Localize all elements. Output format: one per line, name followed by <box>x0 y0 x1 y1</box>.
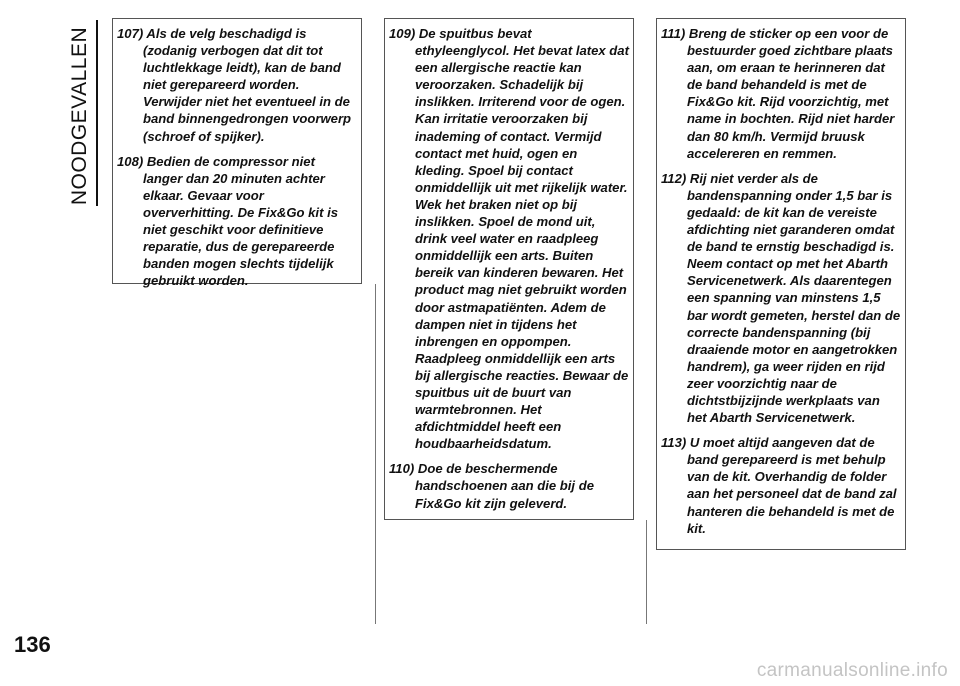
warning-box-3 <box>656 18 906 550</box>
note-107: 107) Als de velg beschadigd is (zodanig verbogen dat dit tot luchtlekkage leidt), kan de band niet gerepareerd worden. Verwijder niet het eventueel in de band binnengedrongen voorwerp (schroef of spijker). <box>117 26 352 144</box>
section-tab <box>62 28 98 204</box>
warning-box-2 <box>384 18 634 520</box>
note-109: 109) De spuitbus bevat ethyleenglycol. Het bevat latex dat een allergische reactie kan veroorzaken. Schadelijk bij inslikken. Irriterend voor de ogen. Kan irritatie veroorzaken bij inademing of contact. Vermijd contact met huid, ogen en kleding. Spoel bij contact onmiddellijk uit met rijkelijk water. Wek het braken niet op bij inslikken. Spoel de mond uit, drink veel water en raadpleeg onmiddellijk een arts. Buiten bereik van kinderen bewaren. Het product mag niet gebruikt worden door astmapatiënten. Adem de dampen niet in tijdens het inbrengen en oppompen. Raadpleeg onmiddellijk een arts bij allergische reacties. Bewaar de spuitbus uit de buurt van warmtebronnen. Het afdichtmiddel heeft een houdbaarheidsdatum. <box>389 26 629 452</box>
note-108: 108) Bedien de compressor niet langer dan 20 minuten achter elkaar. Gevaar voor oververhitting. De Fix&Go kit is niet geschikt voor definitieve reparatie, dus de gerepareerde banden mogen slechts tijdelijk gebruikt worden. <box>117 153 338 289</box>
column-divider <box>646 520 647 624</box>
note-110: 110) Doe de beschermende handschoenen aan die bij de Fix&Go kit zijn geleverd. <box>389 461 594 511</box>
section-rule <box>96 20 98 206</box>
page-number: 136 <box>14 632 51 657</box>
note-112: 112) Rij niet verder als de bandenspanning onder 1,5 bar is gedaald: de kit kan de vereiste afdichting niet garanderen omdat de band te ernstig beschadigd is. Neem contact op met het Abarth Servicenetwerk. Als daarentegen een spanning van minstens 1,5 bar wordt gemeten, herstel dan de correcte bandenspanning (bij draaiende motor en aangetrokken handrem), ga weer rijden en rijd zeer voorzichtig naar de dichtstbijzijnde werkplaats van het Abarth Servicenetwerk. <box>661 170 901 426</box>
section-title: NOODGEVALLEN <box>68 26 92 206</box>
note-113: 113) U moet altijd aangeven dat de band gerepareerd is met behulp van de kit. Overhandig de folder aan het personeel dat de band zal hanteren die behandeld is met de kit. <box>661 435 897 536</box>
column-divider <box>375 284 376 624</box>
warning-box-1 <box>112 18 362 289</box>
note-111: 111) Breng de sticker op een voor de bestuurder goed zichtbare plaats aan, om eraan te herinneren dat de band behandeld is met de Fix&Go kit. Rijd voorzichtig, met name in bochten. Rijd niet harder dan 80 km/h. Vermijd bruusk accelereren en remmen. <box>661 26 895 161</box>
watermark: carmanualsonline.info <box>756 660 948 681</box>
